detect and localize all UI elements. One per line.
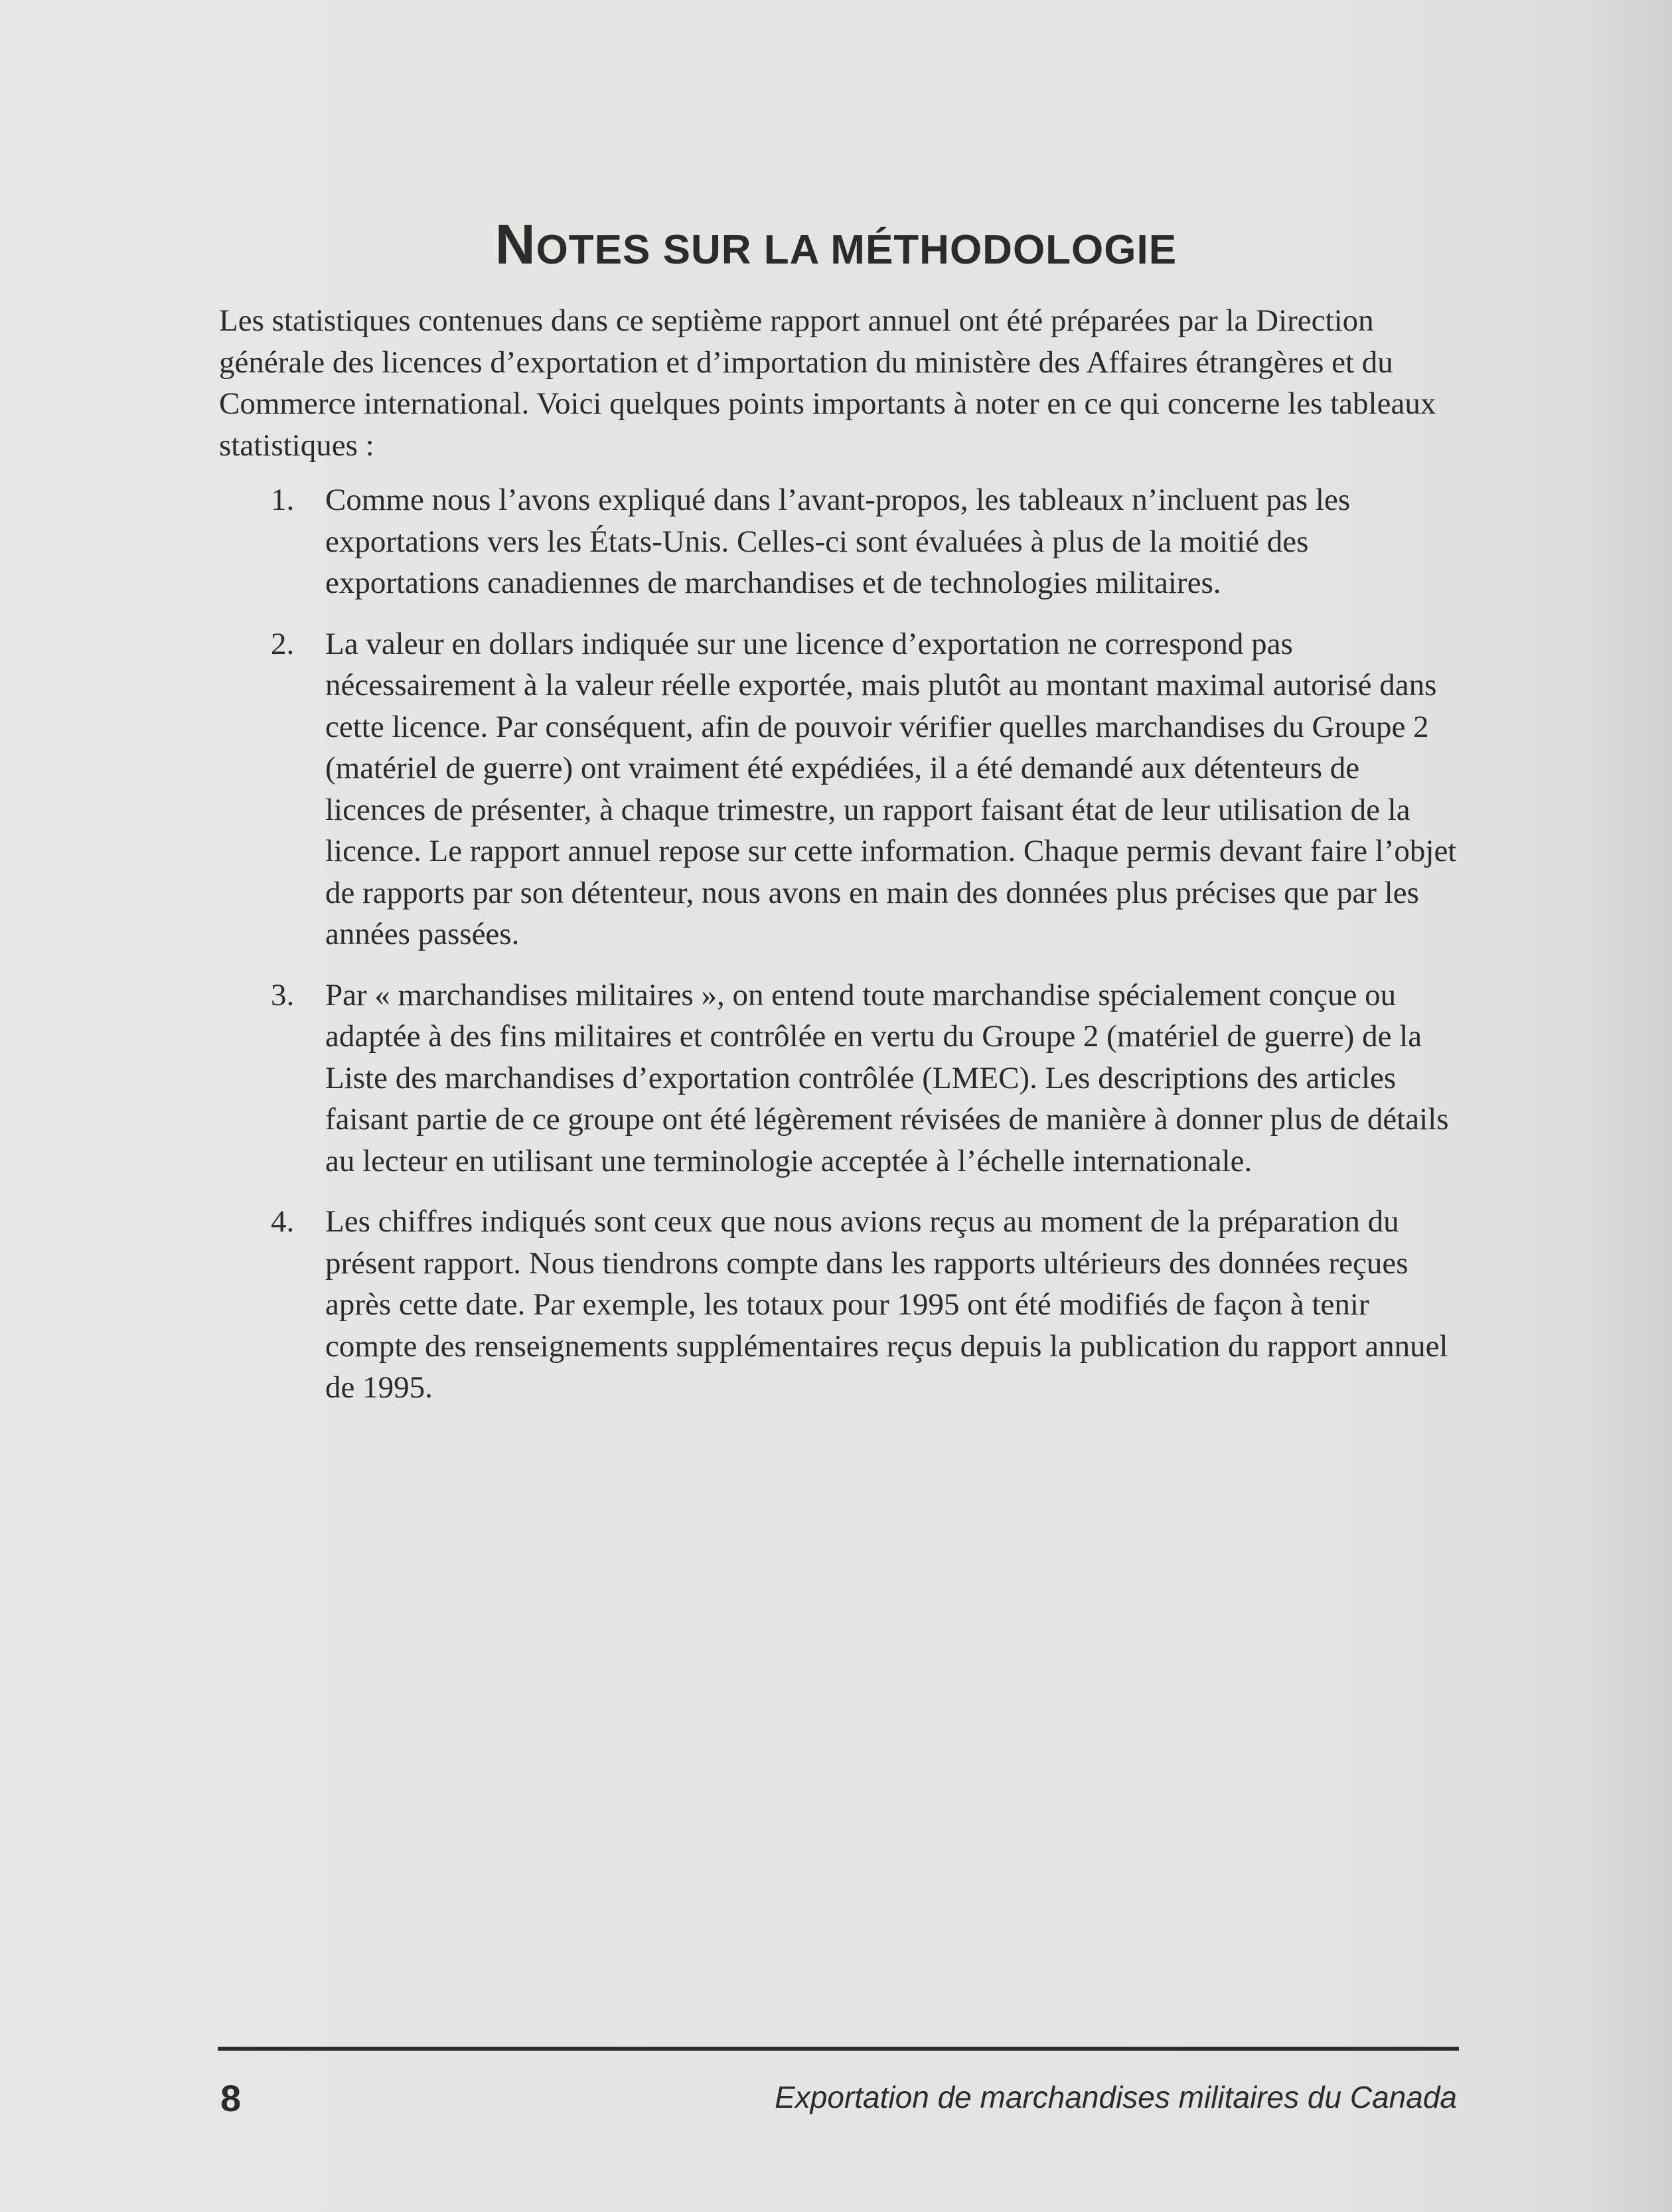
list-item-text: Comme nous l’avons expliqué dans l’avant-propos, les tableaux n’incluent pas les exportations vers les États-Unis. Celles-ci sont évaluées à plus de la moitié des exportations canadiennes de marchandises et de technologies militaires. — [325, 483, 1351, 600]
page-title-rest: OTES SUR LA MÉTHODOLOGIE — [536, 227, 1178, 273]
list-item-text: La valeur en dollars indiquée sur une licence d’exportation ne correspond pas nécessairement à la valeur réelle exportée, mais plutôt au montant maximal autorisé dans cette licence. Par conséquent, afin de pouvoir vérifier quelles marchandises du Groupe 2 (matériel de guerre) ont vraiment été expédiées, il a été demandé aux détenteurs de licences de présenter, à chaque trimestre, un rapport faisant état de leur utilisation de la licence. Le rapport annuel repose sur cette information. Chaque permis devant faire l’objet de rapports par son détenteur, nous avons en main des données plus précises que par les années passées. — [325, 626, 1457, 951]
list-item-number: 3. — [271, 977, 295, 1012]
page-title-initial: N — [494, 213, 536, 276]
list-item-text: Les chiffres indiqués sont ceux que nous avions reçus au moment de la préparation du présent rapport. Nous tiendrons compte dans les rapports ultérieurs des données reçues après cette date. Par exemple, les totaux pour 1995 ont été modifiés de façon à tenir compte des renseignements supplémentaires reçus depuis la publication du rapport annuel de 1995. — [325, 1204, 1448, 1405]
body-text — [219, 300, 1467, 1428]
list-item — [219, 623, 1467, 955]
list-item-number: 2. — [271, 626, 295, 661]
intro-paragraph: Les statistiques contenues dans ce septième rapport annuel ont été préparées par la Direction générale des licences d’exportation et d’importation du ministère des Affaires étrangères et du Commerce international. Voici quelques points importants à noter en ce qui concerne les tableaux statistiques : — [219, 303, 1436, 463]
page-number: 8 — [220, 2077, 242, 2119]
running-title: Exportation de marchandises militaires du Canada — [775, 2080, 1457, 2114]
footer-divider — [218, 2047, 1459, 2051]
list-item — [219, 479, 1467, 604]
list-item-text: Par « marchandises militaires », on entend toute marchandise spécialement conçue ou adaptée à des fins militaires et contrôlée en vertu du Groupe 2 (matériel de guerre) de la Liste des marchandises d’exportation contrôlée (LMEC). Les descriptions des articles faisant partie de ce groupe ont été légèrement révisées de manière à donner plus de détails au lecteur en utilisant une terminologie acceptée à l’échelle internationale. — [325, 977, 1449, 1178]
notes-list — [219, 479, 1467, 1409]
page-title — [0, 211, 1672, 278]
list-item — [219, 975, 1467, 1182]
list-item-number: 1. — [271, 483, 295, 517]
list-item — [219, 1201, 1467, 1409]
list-item-number: 4. — [271, 1204, 295, 1239]
